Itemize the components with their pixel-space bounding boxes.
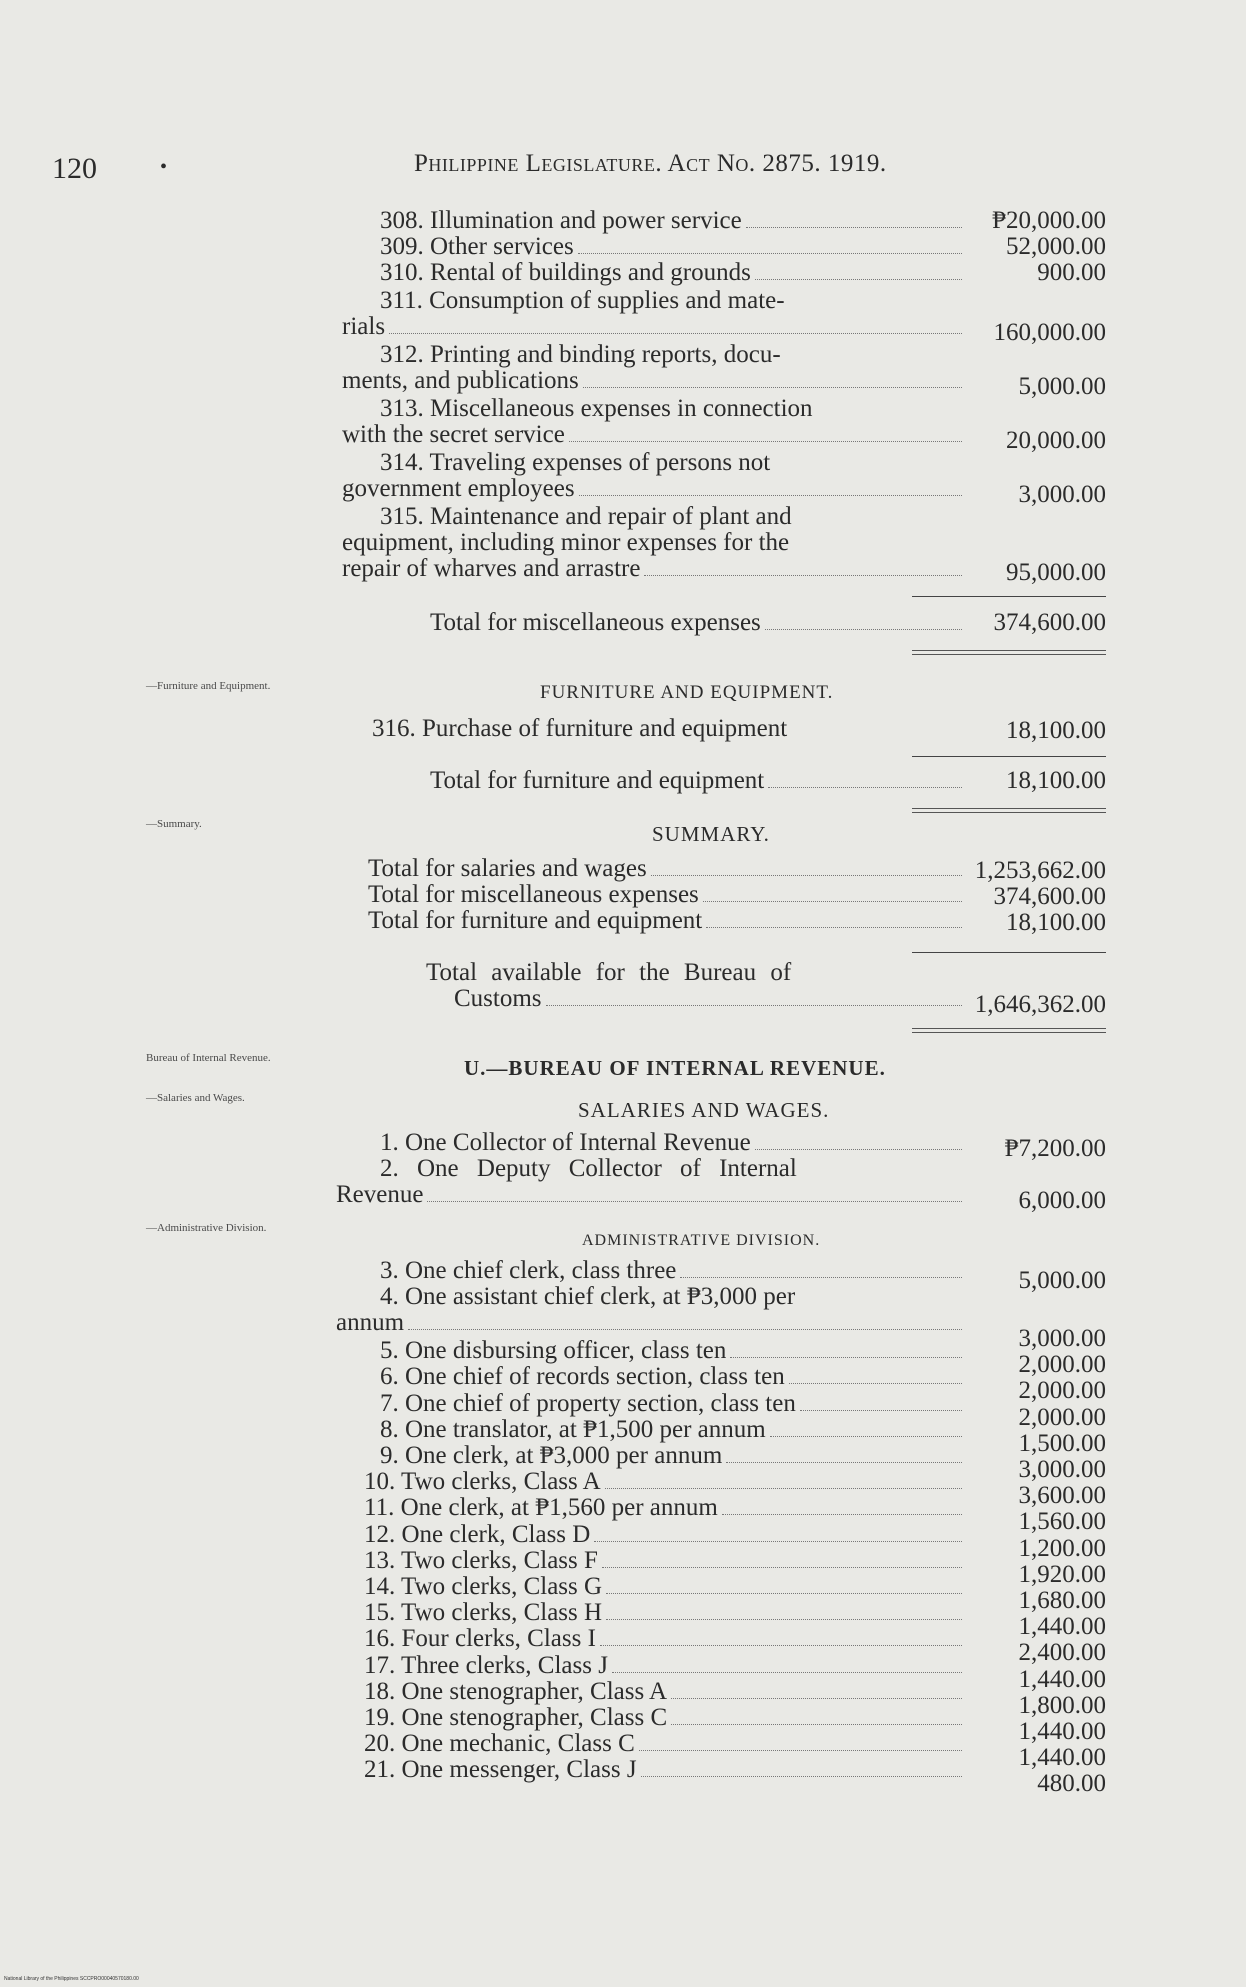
total-amount: 374,600.00	[993, 609, 1106, 636]
sum-rule	[912, 596, 1106, 597]
item-text: 7. One chief of property section, class ten	[380, 1389, 796, 1417]
item-text: equipment, including minor expenses for the	[342, 529, 790, 556]
item-text: 14. Two clerks, Class G	[364, 1573, 603, 1600]
grand-total-label: Total available for the Bureau of	[426, 959, 792, 986]
item-text: 20. One mechanic, Class C	[364, 1730, 635, 1758]
item-amount: 2,000.00	[1018, 1351, 1106, 1379]
total-label: Total for furniture and equipment	[430, 767, 765, 794]
item-amount: 1,440.00	[1018, 1744, 1106, 1772]
item-amount: ₱20,000.00	[992, 207, 1106, 234]
item-amount: 1,560.00	[1018, 1508, 1106, 1536]
item-text: repair of wharves and arrastre	[342, 555, 641, 582]
item-amount: 20,000.00	[1006, 427, 1106, 454]
margin-note-summary: —Summary.	[146, 818, 202, 830]
summary-label: Total for salaries and wages	[368, 855, 647, 882]
item-text: 11. One clerk, at ₱1,560 per annum	[364, 1494, 718, 1522]
item-text: 9. One clerk, at ₱3,000 per annum	[380, 1442, 723, 1469]
summary-amount: 374,600.00	[993, 883, 1106, 910]
double-rule	[912, 1028, 1106, 1033]
item-amount: 1,500.00	[1018, 1429, 1106, 1457]
item-text: government employees	[342, 475, 575, 502]
margin-note-salaries: —Salaries and Wages.	[146, 1092, 245, 1104]
item-text: 315. Maintenance and repair of plant and	[380, 503, 792, 530]
subheading-salaries: SALARIES AND WAGES.	[578, 1098, 830, 1122]
header-bullet: •	[160, 156, 168, 178]
item-text: 313. Miscellaneous expenses in connection	[380, 395, 813, 422]
sum-rule	[912, 756, 1106, 757]
item-text: 13. Two clerks, Class F	[364, 1546, 598, 1574]
item-text: 314. Traveling expenses of persons not	[380, 449, 771, 476]
item-text: 17. Three clerks, Class J	[364, 1651, 608, 1679]
item-text: 8. One translator, at ₱1,500 per annum	[380, 1415, 766, 1443]
item-amount: 1,800.00	[1018, 1691, 1106, 1719]
item-amount: 1,440.00	[1018, 1665, 1106, 1693]
item-amount: 18,100.00	[1006, 717, 1106, 744]
item-text: rials	[342, 313, 386, 340]
item-amount: 900.00	[1037, 259, 1106, 286]
item-text: 3. One chief clerk, class three	[380, 1257, 677, 1284]
item-amount: 160,000.00	[993, 319, 1106, 346]
margin-note-administrative: —Administrative Division.	[146, 1222, 267, 1234]
item-text: 311. Consumption of supplies and mate-	[380, 287, 785, 314]
item-text: 16. Four clerks, Class I	[364, 1625, 596, 1653]
double-rule	[912, 650, 1106, 655]
item-amount: 52,000.00	[1006, 233, 1106, 260]
page-number: 120	[52, 152, 97, 185]
item-amount: 95,000.00	[1006, 559, 1106, 586]
item-amount: 1,440.00	[1018, 1613, 1106, 1641]
item-amount: 5,000.00	[1018, 373, 1106, 400]
section-heading-internal-revenue: U.—BUREAU OF INTERNAL REVENUE.	[464, 1056, 886, 1080]
summary-amount: 1,253,662.00	[974, 857, 1106, 884]
sum-rule	[912, 952, 1106, 953]
section-heading-furniture: FURNITURE AND EQUIPMENT.	[540, 682, 834, 703]
item-text: 312. Printing and binding reports, docu-	[380, 341, 781, 368]
item-text: with the secret service	[342, 421, 565, 448]
margin-note-furniture: —Furniture and Equipment.	[146, 680, 271, 692]
item-amount: 1,440.00	[1018, 1718, 1106, 1745]
summary-amount: 18,100.00	[1006, 909, 1106, 936]
item-text: 1. One Collector of Internal Revenue	[380, 1129, 751, 1156]
item-text: 316. Purchase of furniture and equipment	[372, 715, 788, 742]
running-title: Philippine Legislature. Act No. 2875. 1919.	[414, 150, 887, 177]
subheading-administrative: ADMINISTRATIVE DIVISION.	[582, 1232, 821, 1249]
item-amount: 1,920.00	[1018, 1560, 1106, 1588]
item-text: 10. Two clerks, Class A	[364, 1468, 601, 1496]
item-text: 21. One messenger, Class J	[364, 1756, 637, 1784]
item-amount: 6,000.00	[1018, 1187, 1106, 1214]
item-amount: 3,000.00	[1018, 1325, 1106, 1352]
item-amount: 2,400.00	[1018, 1639, 1106, 1667]
summary-label: Total for furniture and equipment	[368, 907, 703, 934]
item-amount: 1,200.00	[1018, 1534, 1106, 1562]
margin-note-internal-revenue: Bureau of Internal Revenue.	[146, 1052, 271, 1064]
item-text: 19. One stenographer, Class C	[364, 1704, 668, 1731]
item-amount: 2,000.00	[1018, 1403, 1106, 1431]
item-text: 5. One disbursing officer, class ten	[380, 1337, 727, 1365]
total-label: Total for miscellaneous expenses	[430, 609, 761, 636]
item-amount: 5,000.00	[1018, 1267, 1106, 1294]
scan-footer: National Library of the Philippines SCCPRO00040570180.00	[4, 1976, 139, 1982]
item-text: 310. Rental of buildings and grounds	[380, 259, 751, 286]
section-heading-summary: SUMMARY.	[652, 822, 770, 846]
double-rule	[912, 808, 1106, 813]
grand-total-amount: 1,646,362.00	[974, 991, 1106, 1018]
item-amount: 3,000.00	[1018, 481, 1106, 508]
item-text: 308. Illumination and power service	[380, 207, 742, 234]
total-amount: 18,100.00	[1006, 767, 1106, 794]
summary-label: Total for miscellaneous expenses	[368, 881, 699, 908]
item-text: 15. Two clerks, Class H	[364, 1599, 603, 1627]
item-text: 4. One assistant chief clerk, at ₱3,000 per	[380, 1283, 796, 1310]
item-text: 18. One stenographer, Class A	[364, 1677, 668, 1705]
item-amount: 1,680.00	[1018, 1587, 1106, 1614]
item-text: 6. One chief of records section, class ten	[380, 1363, 785, 1391]
item-text: 309. Other services	[380, 233, 574, 260]
item-amount: 3,600.00	[1018, 1482, 1106, 1510]
item-amount: ₱7,200.00	[1004, 1135, 1106, 1162]
item-text: 2. One Deputy Collector of Internal	[380, 1155, 797, 1182]
grand-total-label: Customs	[454, 985, 542, 1012]
item-amount: 3,000.00	[1018, 1456, 1106, 1483]
item-text: ments, and publications	[342, 367, 579, 394]
item-amount: 480.00	[1037, 1770, 1106, 1798]
item-text: Revenue	[336, 1181, 424, 1208]
item-text: annum	[336, 1309, 405, 1336]
item-amount: 2,000.00	[1018, 1377, 1106, 1405]
item-text: 12. One clerk, Class D	[364, 1520, 591, 1548]
